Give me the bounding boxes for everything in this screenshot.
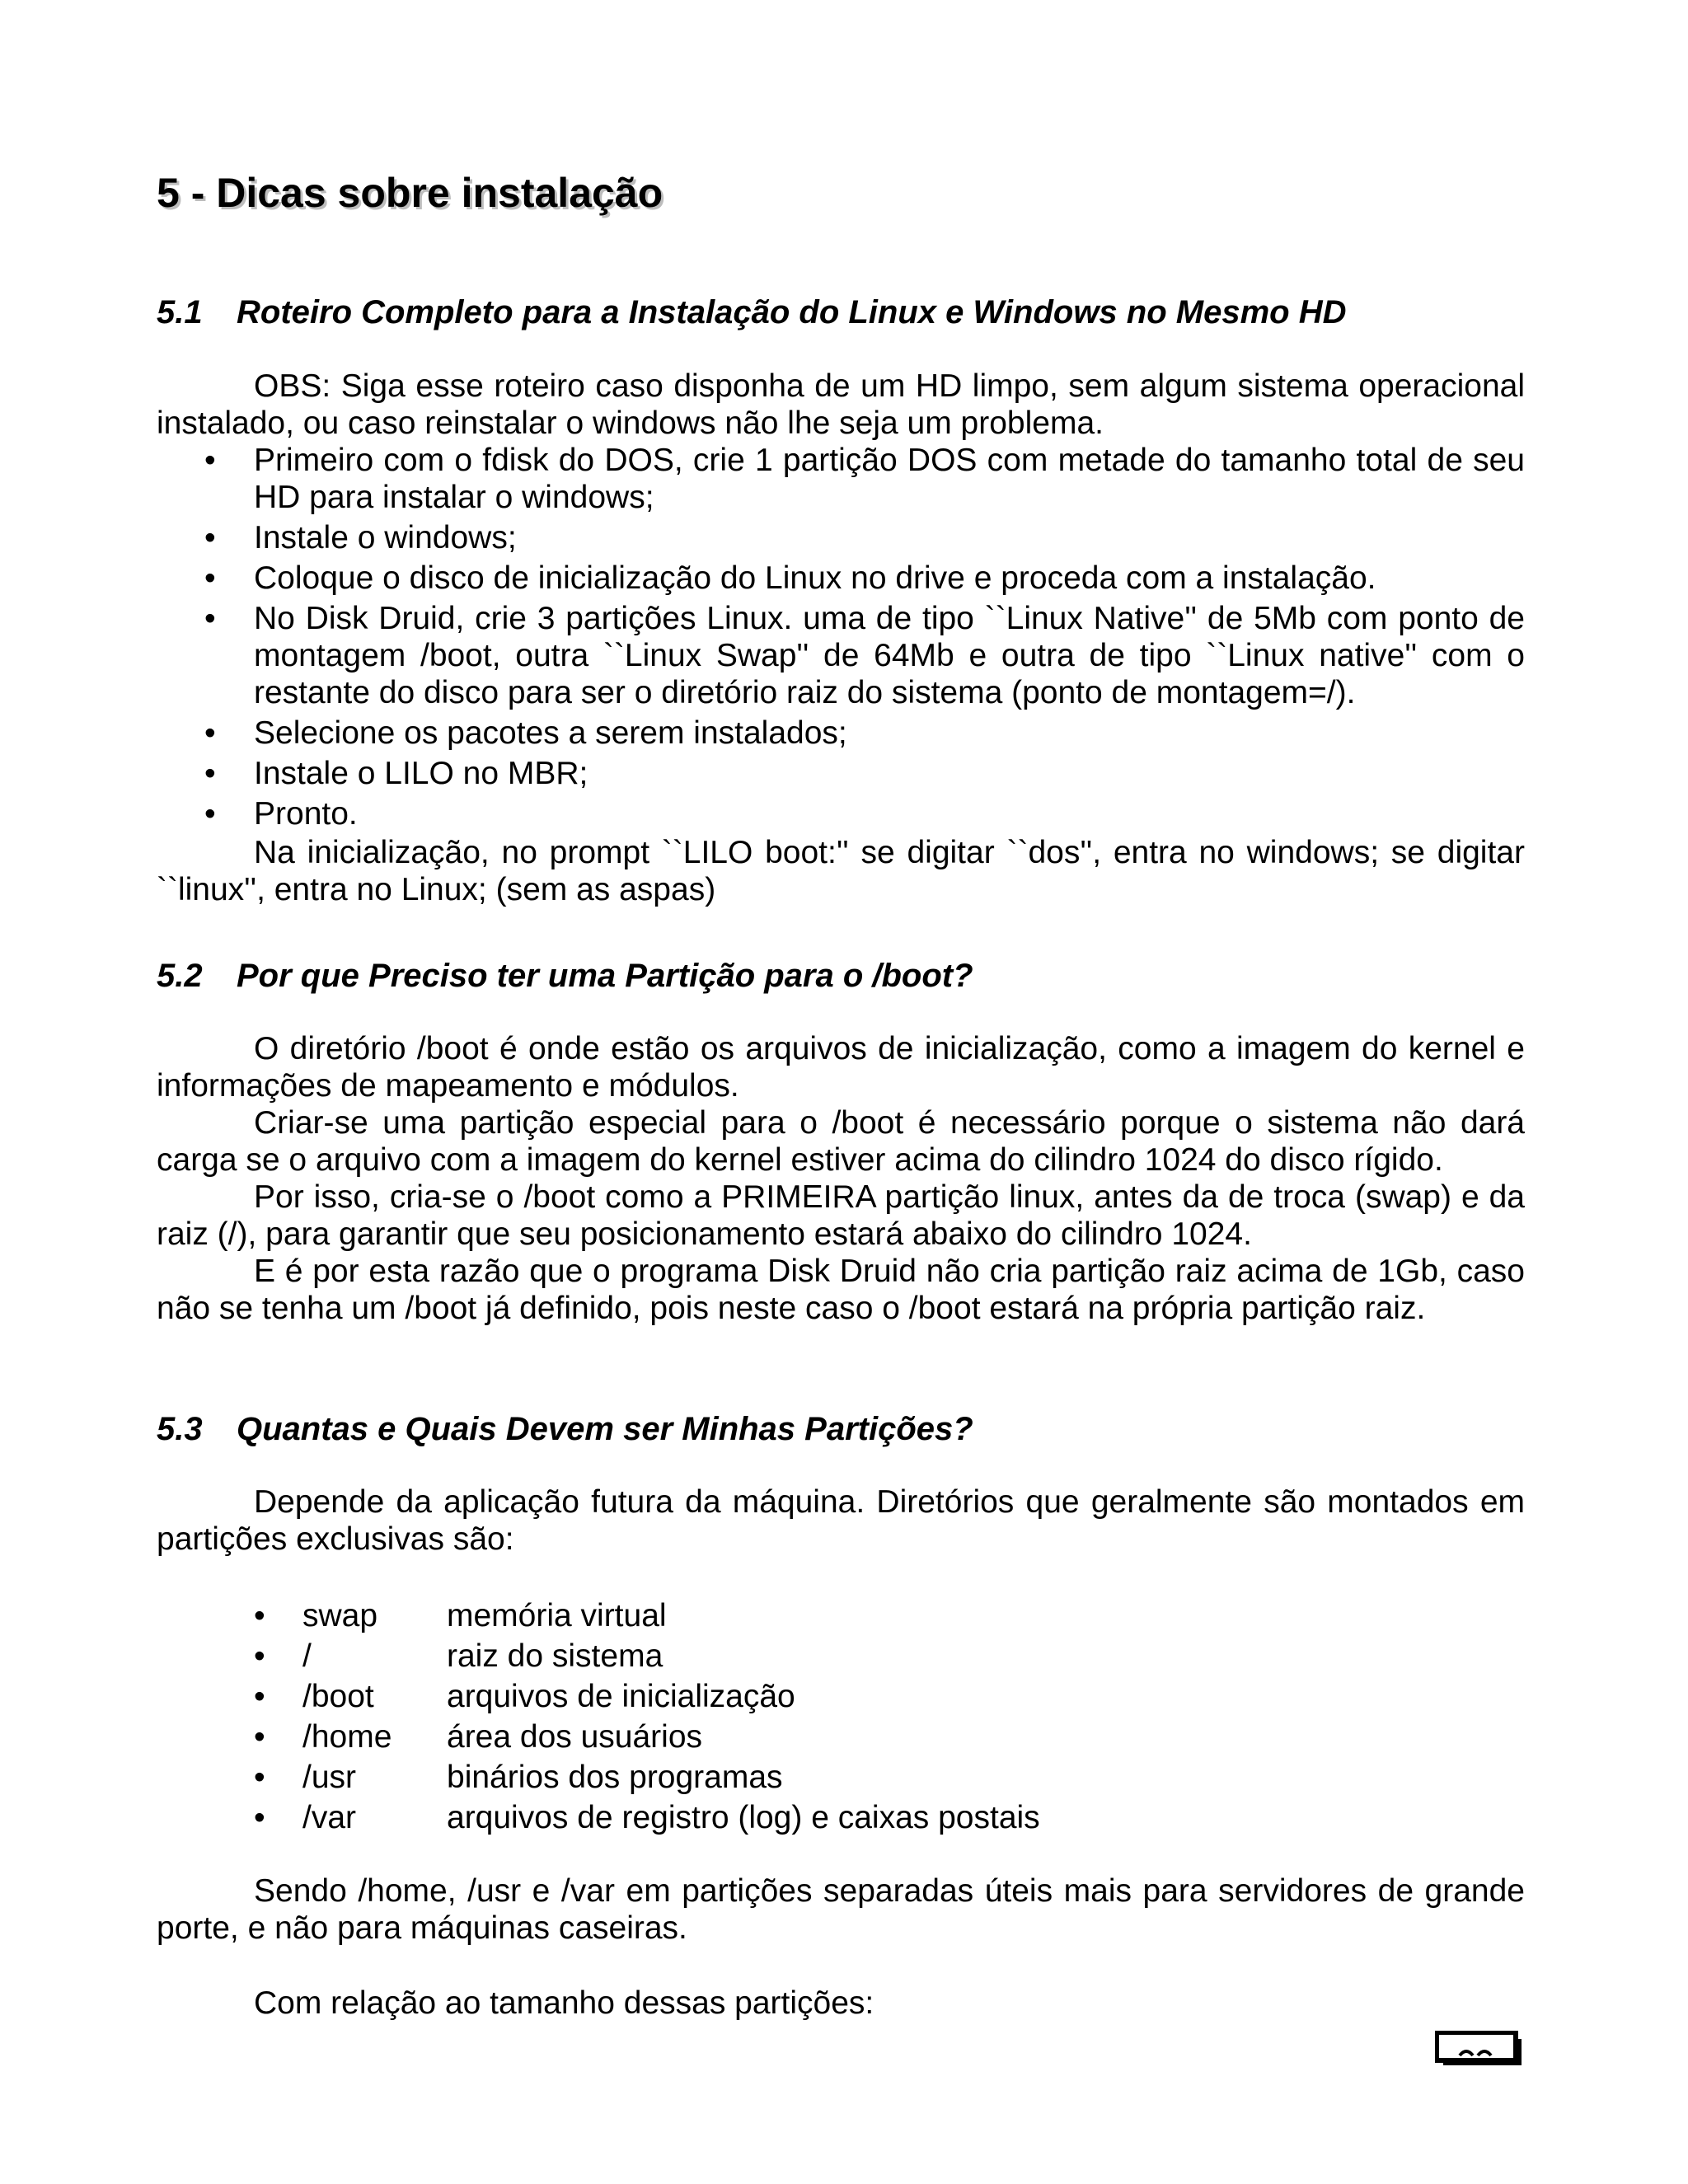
bullet-icon: • xyxy=(204,601,216,636)
bullet-icon: • xyxy=(254,1800,265,1835)
partition-desc: binários dos programas xyxy=(447,1760,783,1795)
partition-dir: /boot xyxy=(302,1679,374,1714)
bullet-icon: • xyxy=(254,1679,265,1714)
chapter-title: 5 - Dicas sobre instalação xyxy=(157,170,663,216)
section-5-2-paragraph: Por isso, cria-se o /boot como a PRIMEIRA partição linux, antes da de troca (swap) e da raiz (/), para garantir que seu posicionamento estará abaixo do cilindro 1024. xyxy=(157,1179,1525,1252)
list-item xyxy=(157,1636,1040,1676)
list-item xyxy=(157,1757,1040,1797)
list-item: • Coloque o disco de inicialização do Linux no drive e proceda com a instalação. xyxy=(204,560,1376,596)
list-item: • No Disk Druid, crie 3 partições Linux. uma de tipo ``Linux Native'' de 5Mb com ponto de montagem /boot, outra ``Linux Swap'' de 64Mb e outra de tipo ``Linux native'' com o restante do disco para ser o diretório raiz do sistema (ponto de montagem=/). xyxy=(204,601,1525,710)
list-item xyxy=(157,1717,1040,1757)
partition-desc: raiz do sistema xyxy=(447,1638,663,1674)
section-5-3-closing: Com relação ao tamanho dessas partições: xyxy=(254,1985,874,2021)
partition-dir: swap xyxy=(302,1598,378,1633)
bullet-icon: • xyxy=(254,1760,265,1795)
section-5-3-intro: Depende da aplicação futura da máquina. Diretórios que geralmente são montados em partições exclusivas são: xyxy=(157,1484,1525,1557)
partition-dir: /usr xyxy=(302,1760,357,1795)
bullet-icon: • xyxy=(204,715,216,751)
partition-desc: arquivos de registro (log) e caixas postais xyxy=(447,1800,1040,1835)
section-5-2-paragraph: Criar-se uma partição especial para o /boot é necessário porque o sistema não dará carga se o arquivo com a imagem do kernel estiver acima do cilindro 1024 do disco rígido. xyxy=(157,1105,1525,1178)
page-number-badge-icon xyxy=(1435,2031,1522,2065)
section-5-1-heading xyxy=(157,294,1346,331)
section-title: Quantas e Quais Devem ser Minhas Partições? xyxy=(237,1411,973,1447)
section-5-2-paragraph: E é por esta razão que o programa Disk Druid não cria partição raiz acima de 1Gb, caso não se tenha um /boot já definido, pois neste caso o /boot estará na própria partição raiz. xyxy=(157,1254,1525,1326)
section-number: 5.1 xyxy=(157,294,203,330)
partition-desc: área dos usuários xyxy=(447,1719,703,1755)
list-item: • Primeiro com o fdisk do DOS, crie 1 partição DOS com metade do tamanho total de seu HD para instalar o windows; xyxy=(204,443,1525,515)
list-item xyxy=(157,1596,1040,1636)
list-item: • Pronto. xyxy=(204,796,358,832)
bullet-icon: • xyxy=(204,520,216,555)
section-5-3-heading xyxy=(157,1411,973,1448)
bullet-icon: • xyxy=(204,560,216,596)
bullet-icon: • xyxy=(254,1638,265,1674)
section-title: Por que Preciso ter uma Partição para o /boot? xyxy=(237,958,973,994)
bullet-icon: • xyxy=(204,796,216,832)
partitions-list xyxy=(157,1596,1040,1838)
install-steps-list xyxy=(157,442,1525,836)
section-5-2-paragraph: O diretório /boot é onde estão os arquivos de inicialização, como a imagem do kernel e informações de mapeamento e módulos. xyxy=(157,1031,1525,1104)
bullet-icon: • xyxy=(204,443,216,478)
section-5-3-note: Sendo /home, /usr e /var em partições separadas úteis mais para servidores de grande porte, e não para máquinas caseiras. xyxy=(157,1873,1525,1946)
partition-desc: memória virtual xyxy=(447,1598,667,1633)
section-number: 5.3 xyxy=(157,1411,203,1447)
list-item xyxy=(157,1676,1040,1717)
bullet-icon: • xyxy=(204,756,216,791)
list-item: • Instale o LILO no MBR; xyxy=(204,756,588,791)
bullet-icon: • xyxy=(254,1719,265,1755)
partition-dir: /home xyxy=(302,1719,392,1755)
section-number: 5.2 xyxy=(157,958,203,994)
section-5-1-intro: OBS: Siga esse roteiro caso disponha de um HD limpo, sem algum sistema operacional instalado, ou caso reinstalar o windows não lhe seja um problema. xyxy=(157,368,1525,441)
section-5-2-heading xyxy=(157,958,973,995)
partition-dir: / xyxy=(302,1638,312,1674)
list-item: • Selecione os pacotes a serem instalados; xyxy=(204,715,847,751)
section-title: Roteiro Completo para a Instalação do Linux e Windows no Mesmo HD xyxy=(237,294,1347,330)
partition-dir: /var xyxy=(302,1800,357,1835)
partition-desc: arquivos de inicialização xyxy=(447,1679,795,1714)
bullet-icon: • xyxy=(254,1598,265,1633)
section-5-1-outro: Na inicialização, no prompt ``LILO boot:'' se digitar ``dos'', entra no windows; se digitar ``linux'', entra no Linux; (sem as aspas) xyxy=(157,835,1525,907)
list-item xyxy=(157,1797,1040,1838)
list-item: • Instale o windows; xyxy=(204,520,517,555)
